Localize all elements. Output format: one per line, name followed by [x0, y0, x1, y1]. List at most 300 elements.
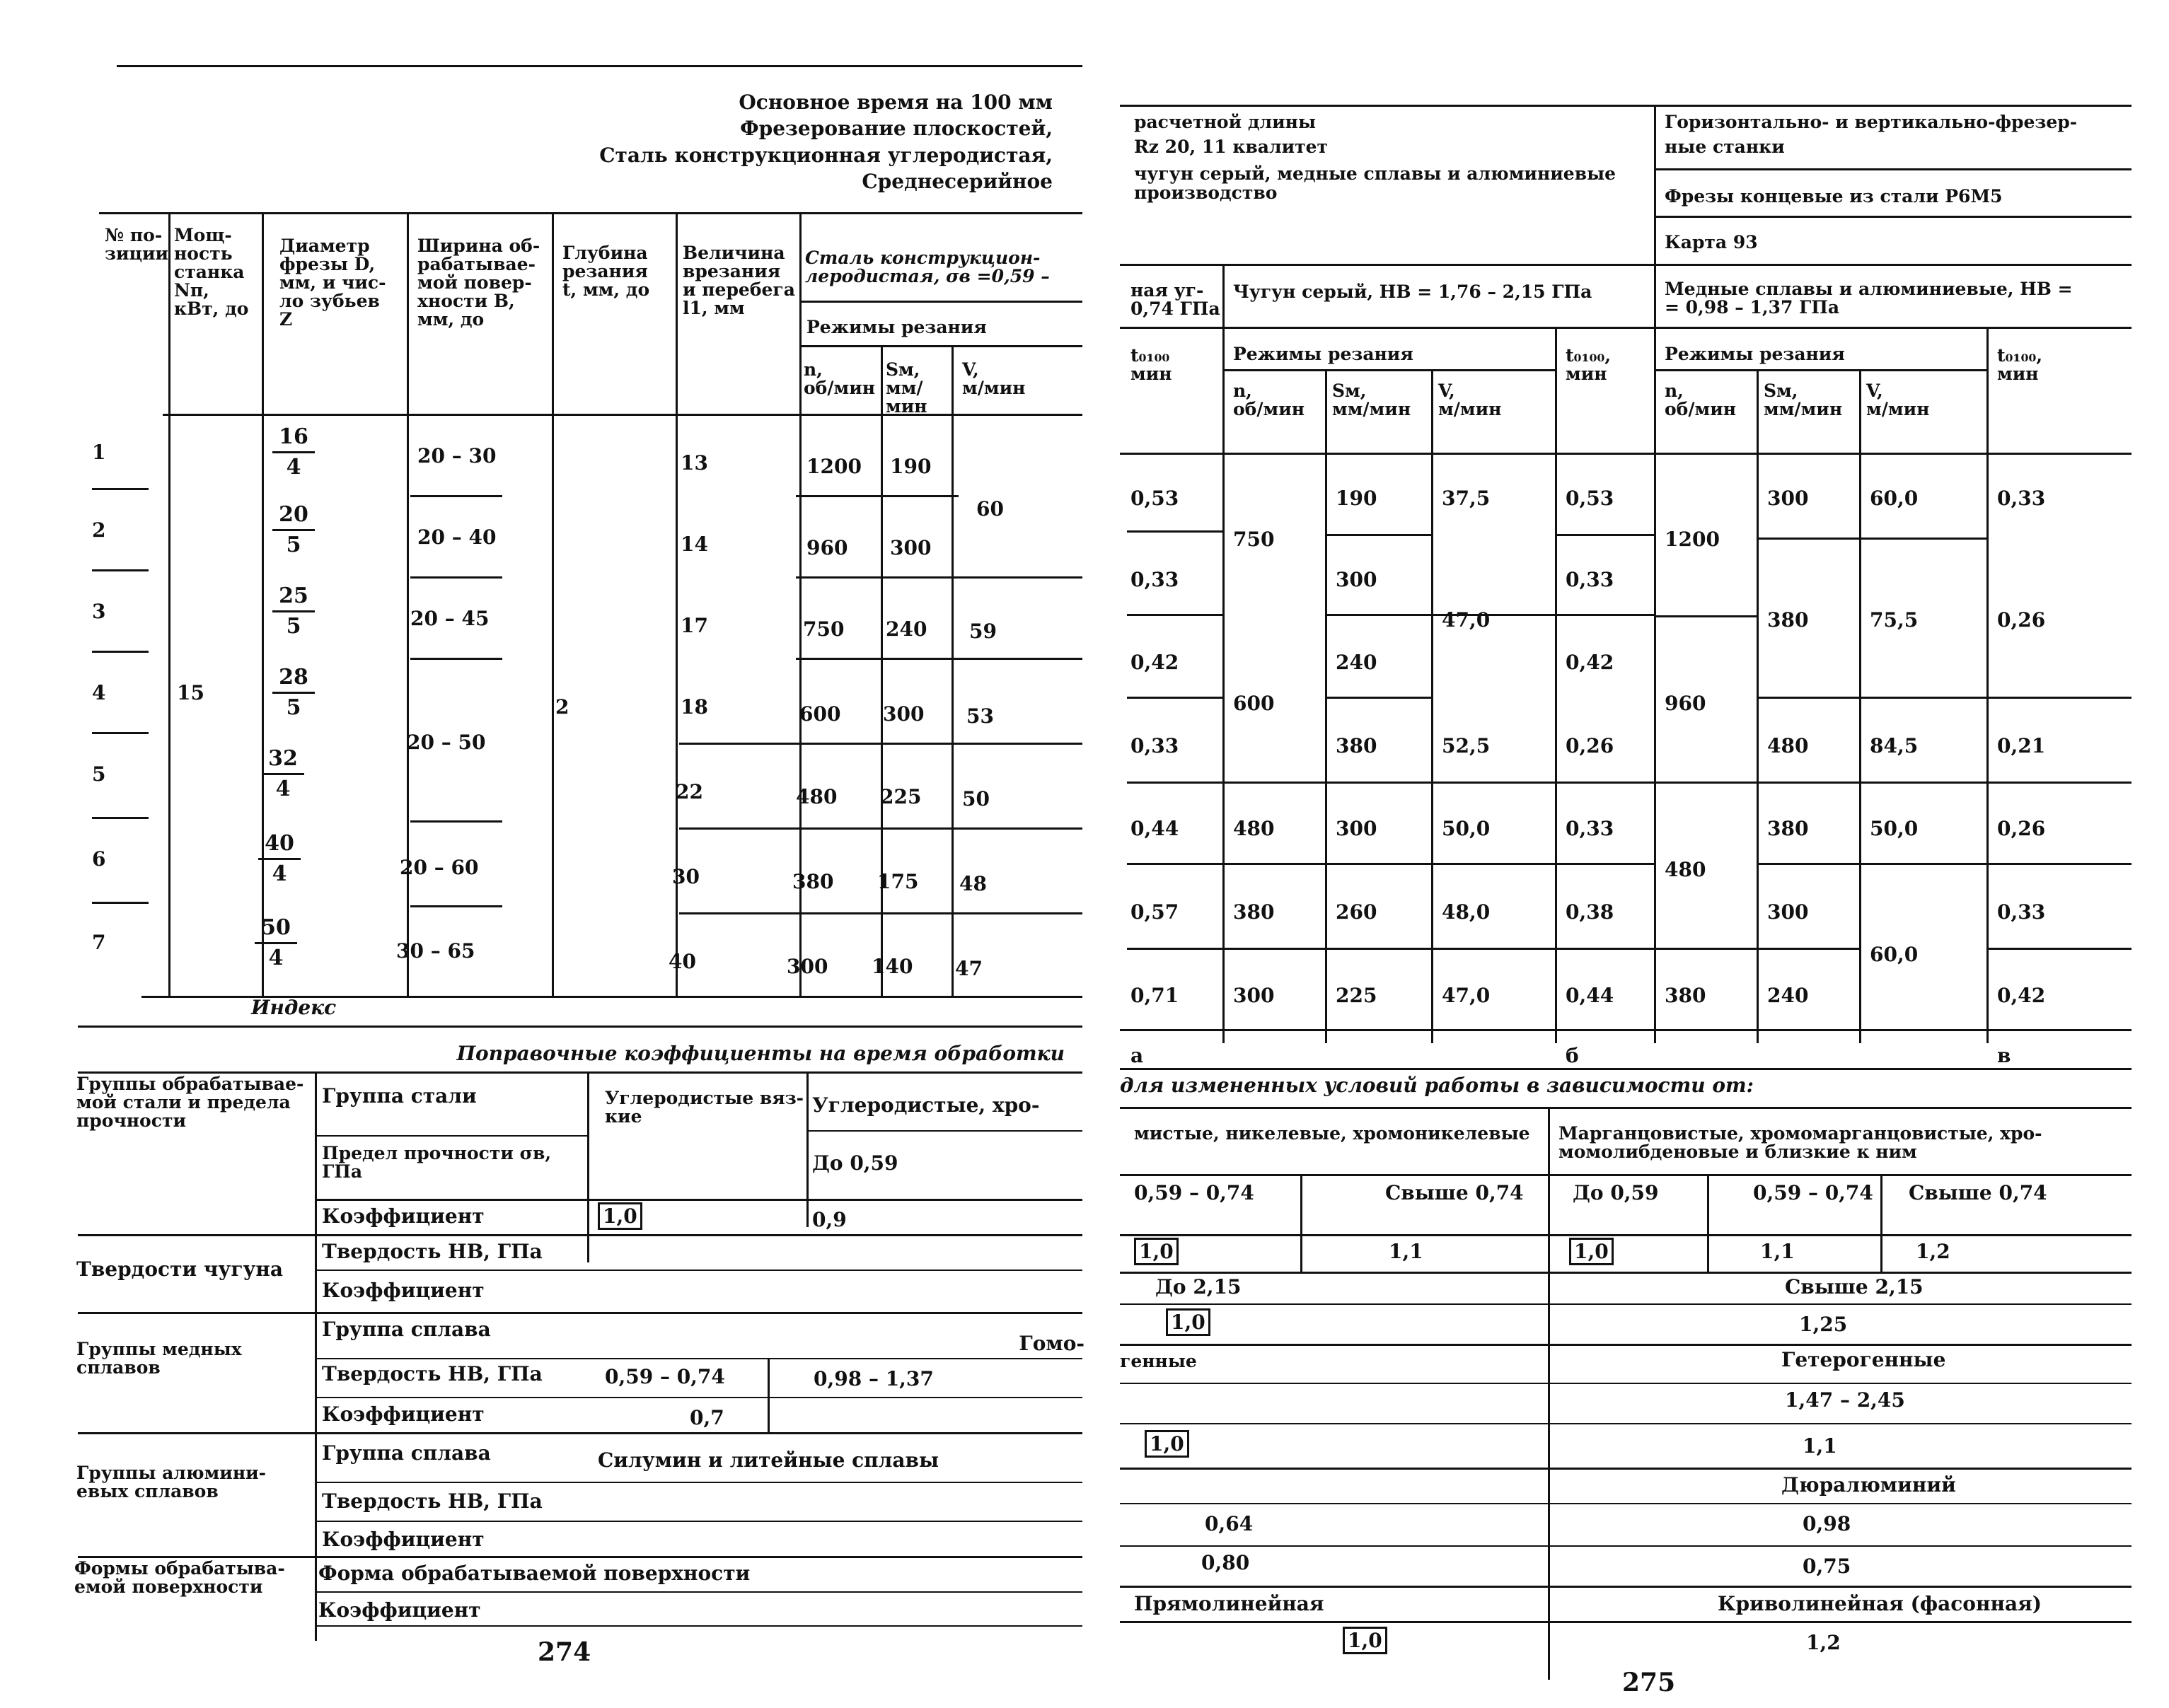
aluminium-hardness: 0,64 — [1205, 1512, 1254, 1535]
row-sep — [1757, 538, 1986, 540]
v-cell: 60,0 — [1870, 487, 1919, 510]
alloy-group-label: Группа сплава — [322, 1318, 491, 1341]
coef-value: 1,0 — [1569, 1241, 1614, 1262]
row-sep — [1127, 614, 1222, 616]
group-form: Формы обрабатыва- емой поверхности — [74, 1558, 285, 1597]
s-cell: 140 — [872, 955, 913, 978]
t0-cell: 0,71 — [1130, 984, 1179, 1007]
v-cell: 53 — [966, 704, 994, 728]
silumin-label: Силумин и литейные сплавы — [598, 1448, 939, 1472]
coef-value: 1,2 — [1806, 1631, 1841, 1654]
col-s: Sм, мм/мин — [1332, 380, 1411, 419]
hardness-label: Твердость HB, ГПа — [322, 1362, 543, 1385]
col-t0c: t₀₁₀₀, мин — [1997, 345, 2043, 384]
coef-value: 1,0 — [1134, 1241, 1179, 1262]
coef-value: 1,0 — [598, 1206, 642, 1227]
coef-vline — [1300, 1174, 1302, 1273]
top-rule — [117, 65, 1082, 67]
hardness-range: 0,59 – 0,74 — [605, 1365, 725, 1388]
vline — [1654, 264, 1656, 1043]
coef-sep — [315, 1591, 1082, 1593]
row-sep — [679, 743, 1082, 745]
t0-cell: 0,44 — [1130, 817, 1179, 840]
page-number: 275 — [1622, 1668, 1676, 1697]
col-t0c: t₀₁₀₀, мин — [1566, 345, 1612, 384]
n-cell: 1200 — [1665, 528, 1720, 551]
row-sep — [1757, 863, 2132, 865]
coef-value: 1,1 — [1389, 1240, 1423, 1263]
s-cell: 380 — [1336, 734, 1377, 757]
index-b: б — [1566, 1044, 1579, 1067]
s-cell: 225 — [880, 785, 922, 808]
tc-cell: 0,44 — [1566, 984, 1614, 1007]
index-rule — [1120, 1029, 2132, 1031]
coef-sep — [315, 1482, 1082, 1483]
col-v: V, м/мин — [1438, 380, 1502, 419]
overrun-cell: 40 — [669, 950, 696, 973]
s-cell: 240 — [1336, 651, 1377, 674]
index-rule — [1120, 1068, 2132, 1070]
coef-sep — [315, 1521, 1082, 1522]
t0-cell: 0,33 — [1130, 734, 1179, 757]
diameter-fraction: $\frac{25}{5}$ — [272, 582, 315, 641]
header-left-4: производство — [1134, 182, 1278, 203]
col-s: Sм, мм/ мин — [886, 359, 927, 417]
s-cell: 190 — [1336, 487, 1377, 510]
hardness-label: Твердость HB, ГПа — [322, 1240, 543, 1263]
row-sep — [1127, 948, 1654, 950]
coef-sep — [315, 1270, 1082, 1271]
s-cell: 300 — [1767, 900, 1809, 924]
row-sep — [92, 817, 149, 819]
header-line-4: Среднесерийное — [862, 170, 1053, 193]
pos-cell: 7 — [92, 931, 106, 954]
row-sep — [410, 820, 502, 823]
hardness-range: 0,98 – 1,37 — [814, 1367, 934, 1390]
coefficient-label: Коэффициент — [322, 1402, 485, 1426]
tc-cell: 0,21 — [1997, 734, 2046, 757]
s-cell: 240 — [1767, 984, 1809, 1007]
tc-cell: 0,26 — [1566, 734, 1614, 757]
v-cell: 60 — [976, 497, 1004, 521]
coef-value: 0,75 — [1803, 1555, 1851, 1578]
header-line-2: Фрезерование плоскостей, — [740, 117, 1053, 140]
tc-cell: 0,42 — [1997, 984, 2046, 1007]
diameter-fraction: $\frac{50}{4}$ — [255, 914, 297, 972]
surface-form: Криволинейная (фасонная) — [1718, 1592, 2042, 1615]
alloy-group-label: Группа сплава — [322, 1441, 491, 1465]
vline — [1757, 369, 1759, 1043]
header-sep — [1654, 216, 2132, 218]
coef-sep — [1120, 1545, 2132, 1547]
copper-group: Гетерогенные — [1781, 1348, 1946, 1371]
row-sep — [1757, 948, 1859, 950]
vline — [1555, 327, 1557, 1043]
header-sep — [1120, 327, 2132, 329]
s-cell: 300 — [1767, 487, 1809, 510]
row-sep — [1325, 697, 1431, 699]
col-n: n, об/мин — [1665, 380, 1737, 419]
overrun-cell: 13 — [681, 451, 708, 475]
coef-vline — [1548, 1107, 1550, 1680]
n-cell: 380 — [1665, 984, 1706, 1007]
group-aluminium: Группы алюмини- евых сплавов — [76, 1463, 267, 1501]
row-sep — [1555, 534, 1654, 536]
pos-cell: 2 — [92, 518, 106, 542]
col-modes: Режимы резания — [806, 317, 987, 337]
coef-sep — [1120, 1272, 2132, 1274]
index-a: а — [1130, 1044, 1144, 1067]
row-sep — [92, 651, 149, 653]
power-value: 15 — [177, 681, 204, 704]
diameter-fraction: $\frac{28}{5}$ — [272, 663, 315, 722]
coef-value: 0,80 — [1201, 1551, 1250, 1574]
row-sep — [1757, 697, 2132, 699]
col-v: V, м/мин — [962, 359, 1026, 398]
t0-cell: 0,57 — [1130, 900, 1179, 924]
pos-cell: 5 — [92, 762, 106, 786]
n-cell: 960 — [806, 536, 848, 559]
col-partial: ная уг- 0,74 ГПа — [1130, 280, 1220, 319]
n-cell: 600 — [1233, 692, 1275, 715]
header-left-3: чугун серый, медные сплавы и алюминиевые — [1134, 163, 1616, 184]
strength-range: 0,59 – 0,74 — [1753, 1181, 1873, 1204]
table-top-rule — [1120, 264, 2132, 266]
coef-sep — [1120, 1423, 2132, 1424]
tc-cell: 0,42 — [1566, 651, 1614, 674]
header-right-1: Горизонтально- и вертикально-фрезер- — [1665, 112, 2078, 132]
pos-cell: 1 — [92, 441, 106, 464]
top-rule — [1120, 105, 2132, 107]
homo-label: Гомо- — [1019, 1332, 1084, 1355]
tc-cell: 0,26 — [1997, 817, 2046, 840]
row-sep — [410, 495, 502, 497]
v-cell: 37,5 — [1442, 487, 1491, 510]
coef-sep — [315, 1199, 1082, 1201]
surface-form-label: Форма обрабатываемой поверхности — [318, 1562, 751, 1585]
width-cell: 30 – 65 — [396, 939, 475, 963]
header-bottom-rule — [1120, 453, 2132, 455]
steel-under — [799, 301, 1082, 303]
v-cell: 59 — [969, 620, 997, 643]
coef-vline — [768, 1358, 770, 1432]
row-sep — [92, 569, 149, 571]
coef-sep — [1120, 1174, 2132, 1176]
row-sep — [410, 905, 502, 907]
header-line-1: Основное время на 100 мм — [739, 91, 1053, 114]
tc-cell: 0,38 — [1566, 900, 1614, 924]
coef-vline — [1880, 1174, 1882, 1273]
s-cell: 300 — [890, 536, 932, 559]
steel-mn: Марганцовистые, хромомарганцовистые, хро- момолибденовые и близкие к ним — [1558, 1123, 2042, 1162]
copper-hardness: 1,47 – 2,45 — [1785, 1388, 1905, 1412]
index-label: Индекс — [251, 996, 337, 1019]
n-cell: 480 — [1233, 817, 1275, 840]
coef-sep — [78, 1234, 1082, 1236]
row-sep — [1654, 615, 1757, 617]
row-sep — [1127, 863, 1654, 865]
overrun-cell: 22 — [676, 780, 703, 803]
row-sep — [1555, 614, 1654, 616]
s-cell: 225 — [1336, 984, 1377, 1007]
page-number: 274 — [538, 1637, 591, 1667]
t0-cell: 0,42 — [1130, 651, 1179, 674]
coef-sep — [1120, 1468, 2132, 1470]
n-cell: 600 — [799, 702, 841, 726]
header-line-3: Сталь конструкционная углеродистая, — [599, 144, 1053, 167]
row-sep — [1127, 782, 2132, 784]
n-cell: 480 — [1665, 858, 1706, 881]
n-cell: 750 — [803, 617, 845, 641]
hardness-label: Твердость HB, ГПа — [322, 1489, 543, 1513]
v-cell: 60,0 — [1870, 943, 1919, 966]
tc-cell: 0,33 — [1566, 568, 1614, 591]
coef-value: 1,0 — [1145, 1434, 1189, 1455]
col-modes: Режимы резания — [1233, 344, 1413, 364]
coef-sep — [1120, 1303, 2132, 1305]
header-right-2: ные станки — [1665, 136, 1785, 157]
s-cell: 380 — [1767, 817, 1809, 840]
iron-hardness: Свыше 2,15 — [1785, 1275, 1924, 1299]
coefficient-label: Коэффициент — [318, 1598, 481, 1622]
tc-cell: 0,33 — [1997, 487, 2046, 510]
s-cell: 480 — [1767, 734, 1809, 757]
coef-sep — [315, 1135, 587, 1137]
modes-under — [1222, 369, 1555, 371]
coef-sep — [1120, 1234, 2132, 1236]
n-cell: 300 — [787, 955, 828, 978]
n-cell: 750 — [1233, 528, 1275, 551]
v-cell: 47,0 — [1442, 984, 1491, 1007]
v-cell: 47 — [955, 957, 983, 980]
modes-under — [799, 345, 1082, 347]
s-cell: 240 — [886, 617, 927, 641]
width-cell: 20 – 45 — [410, 607, 490, 630]
col-cast-iron: Чугун серый, HB = 1,76 – 2,15 ГПа — [1233, 281, 1592, 302]
modes-under — [1654, 369, 1986, 371]
col-depth: Глубина резания t, мм, до — [562, 243, 650, 300]
vline-4 — [552, 212, 554, 996]
table-top-rule — [99, 212, 1082, 214]
pos-cell: 4 — [92, 681, 106, 704]
col-width: Ширина об- рабатывае- мой повер- хности B, мм, до — [417, 236, 540, 330]
n-cell: 380 — [1233, 900, 1275, 924]
col-modes: Режимы резания — [1665, 344, 1845, 364]
col-pos: № по- зиции — [105, 225, 169, 264]
header-left-2: Rz 20, 11 квалитет — [1134, 136, 1329, 157]
coefficient-label: Коэффициент — [322, 1279, 485, 1302]
row-sep — [92, 902, 149, 904]
v-cell: 84,5 — [1870, 734, 1919, 757]
row-sep — [679, 912, 1082, 914]
coef-value: 1,1 — [1760, 1240, 1795, 1263]
diameter-fraction: $\frac{32}{4}$ — [262, 745, 304, 803]
overrun-cell: 17 — [681, 614, 708, 637]
row-sep — [92, 488, 149, 490]
vline — [1986, 327, 1989, 1043]
n-cell: 1200 — [806, 455, 862, 478]
col-overrun: Величина врезания и перебега l1, мм — [683, 243, 795, 318]
header-sep — [1654, 168, 2132, 170]
coef-sep — [315, 1358, 1082, 1359]
group-steel: Группы обрабатывае- мой стали и предела прочности — [76, 1074, 304, 1131]
diameter-fraction: $\frac{20}{5}$ — [272, 501, 315, 559]
steel-group-label: Группа стали — [322, 1084, 477, 1108]
n-cell: 300 — [1233, 984, 1275, 1007]
coef-sep — [315, 1625, 1082, 1627]
v-cell: 48 — [959, 872, 987, 895]
s-cell: 300 — [1336, 817, 1377, 840]
s-cell: 260 — [1336, 900, 1377, 924]
row-sep — [1325, 614, 1555, 616]
group-iron: Твердости чугуна — [76, 1257, 284, 1281]
v-cell: 52,5 — [1442, 734, 1491, 757]
coef-value: 1,2 — [1916, 1240, 1950, 1263]
pos-cell: 3 — [92, 600, 106, 623]
row-sep — [1986, 948, 2132, 950]
strength-range: Свыше 0,74 — [1909, 1181, 2047, 1204]
vline-1 — [168, 212, 170, 996]
strength-range: До 0,59 — [1573, 1181, 1659, 1204]
coef-value: 1,0 — [1343, 1630, 1387, 1651]
col-v: V, м/мин — [1866, 380, 1930, 419]
header-divider — [1654, 105, 1656, 264]
s-cell: 190 — [890, 455, 932, 478]
coef-vline — [1707, 1174, 1709, 1273]
width-cell: 20 – 60 — [400, 856, 479, 879]
col-n: n, об/мин — [804, 359, 876, 398]
aluminium-hardness: 0,98 — [1803, 1512, 1851, 1535]
col-power: Мощ- ность станка Nп, кВт, до — [174, 225, 249, 319]
coef-sep — [806, 1130, 1082, 1132]
row-sep — [1127, 697, 1222, 699]
vline — [1222, 264, 1225, 1043]
steel-chrome: мистые, никелевые, хромоникелевые — [1134, 1123, 1530, 1144]
coef-sep — [1120, 1383, 2132, 1384]
iron-hardness: До 2,15 — [1155, 1275, 1242, 1299]
v-cell: 50,0 — [1442, 817, 1491, 840]
row-sep — [796, 495, 959, 497]
coef-sep — [1120, 1344, 2132, 1346]
coef-title: Поправочные коэффициенты на время обработки — [456, 1042, 1065, 1065]
vline-7 — [881, 345, 883, 996]
aluminium-group: Дюралюминий — [1781, 1473, 1956, 1497]
header-right-3: Фрезы концевые из стали Р6М5 — [1665, 186, 2003, 207]
row-sep — [1325, 534, 1431, 536]
strength-label: Предел прочности σв, ГПа — [322, 1143, 552, 1182]
upto-059: До 0,59 — [812, 1151, 898, 1175]
coef-value: 1,25 — [1799, 1313, 1848, 1336]
overrun-cell: 18 — [681, 695, 708, 719]
row-sep — [410, 658, 502, 660]
header-right-4: Карта 93 — [1665, 232, 1758, 252]
width-cell: 20 – 30 — [417, 444, 497, 467]
v-cell: 47,0 — [1442, 608, 1491, 632]
vline — [1859, 369, 1861, 1043]
header-left-1: расчетной длины — [1134, 112, 1317, 132]
coefficient-label: Коэффициент — [322, 1204, 485, 1228]
coef-sep — [78, 1312, 1082, 1314]
coef-value: 1,0 — [1166, 1312, 1210, 1333]
n-cell: 480 — [796, 785, 838, 808]
carbon-visc: Углеродистые вяз- кие — [605, 1088, 804, 1127]
pos-cell: 6 — [92, 847, 106, 871]
coef-value: 0,7 — [690, 1406, 724, 1429]
vline-8 — [952, 345, 954, 996]
coef-sep — [1120, 1621, 2132, 1623]
right-page — [1084, 0, 2169, 1708]
tc-cell: 0,33 — [1997, 900, 2046, 924]
vline — [1325, 369, 1327, 1043]
coef-sep — [315, 1397, 1082, 1398]
vline — [1431, 369, 1433, 1043]
index-rule — [78, 1026, 1082, 1028]
v-cell: 48,0 — [1442, 900, 1491, 924]
left-page — [0, 0, 1084, 1708]
group-copper: Группы медных сплавов — [76, 1339, 242, 1378]
coef-top-rule — [1120, 1107, 2132, 1109]
col-s: Sм, мм/мин — [1764, 380, 1843, 419]
n-cell: 960 — [1665, 692, 1706, 715]
coef-value: 1,1 — [1803, 1434, 1837, 1458]
row-sep — [796, 576, 1082, 579]
coef-sep — [78, 1432, 1082, 1434]
t0-cell: 0,53 — [1130, 487, 1179, 510]
diameter-fraction: $\frac{40}{4}$ — [258, 830, 301, 888]
index-c: в — [1997, 1044, 2011, 1067]
width-cell: 20 – 50 — [407, 731, 486, 754]
coef-title: для измененных условий работы в зависимости от: — [1120, 1074, 1754, 1097]
row-sep — [410, 576, 502, 579]
s-cell: 300 — [883, 702, 925, 726]
tc-cell: 0,33 — [1566, 817, 1614, 840]
s-cell: 300 — [1336, 568, 1377, 591]
coef-sep — [1120, 1586, 2132, 1588]
strength-range: Свыше 0,74 — [1385, 1181, 1524, 1204]
overrun-cell: 14 — [681, 533, 708, 556]
coef-value: 0,9 — [812, 1208, 847, 1231]
coefficient-label: Коэффициент — [322, 1528, 485, 1551]
row-sep — [92, 732, 149, 734]
s-cell: 380 — [1767, 608, 1809, 632]
col-t0: t₀₁₀₀ мин — [1130, 345, 1172, 384]
row-sep — [796, 658, 1082, 660]
diameter-fraction: $\frac{16}{4}$ — [272, 423, 315, 482]
v-cell: 50,0 — [1870, 817, 1919, 840]
copper-group: генные — [1120, 1351, 1197, 1371]
coef-sep — [1120, 1503, 2132, 1504]
width-cell: 20 – 40 — [417, 525, 497, 549]
overrun-cell: 30 — [672, 865, 700, 888]
col-diameter: Диаметр фрезы D, мм, и чис- ло зубьев Z — [279, 236, 386, 330]
s-cell: 175 — [877, 870, 919, 893]
row-sep — [1127, 530, 1222, 533]
t0-cell: 0,33 — [1130, 568, 1179, 591]
surface-form: Прямолинейная — [1134, 1592, 1324, 1615]
tc-cell: 0,53 — [1566, 487, 1614, 510]
v-cell: 75,5 — [1870, 608, 1919, 632]
tc-cell: 0,26 — [1997, 608, 2046, 632]
col-n: n, об/мин — [1233, 380, 1305, 419]
strength-range: 0,59 – 0,74 — [1134, 1181, 1254, 1204]
n-cell: 380 — [792, 870, 834, 893]
depth-value: 2 — [555, 695, 569, 719]
coef-vline-3 — [806, 1071, 809, 1227]
v-cell: 50 — [962, 787, 990, 811]
row-sep — [679, 827, 1082, 830]
col-steel: Сталь конструкцион- леродистая, σв =0,59 – — [805, 248, 1050, 286]
row-sep — [1654, 948, 1757, 950]
